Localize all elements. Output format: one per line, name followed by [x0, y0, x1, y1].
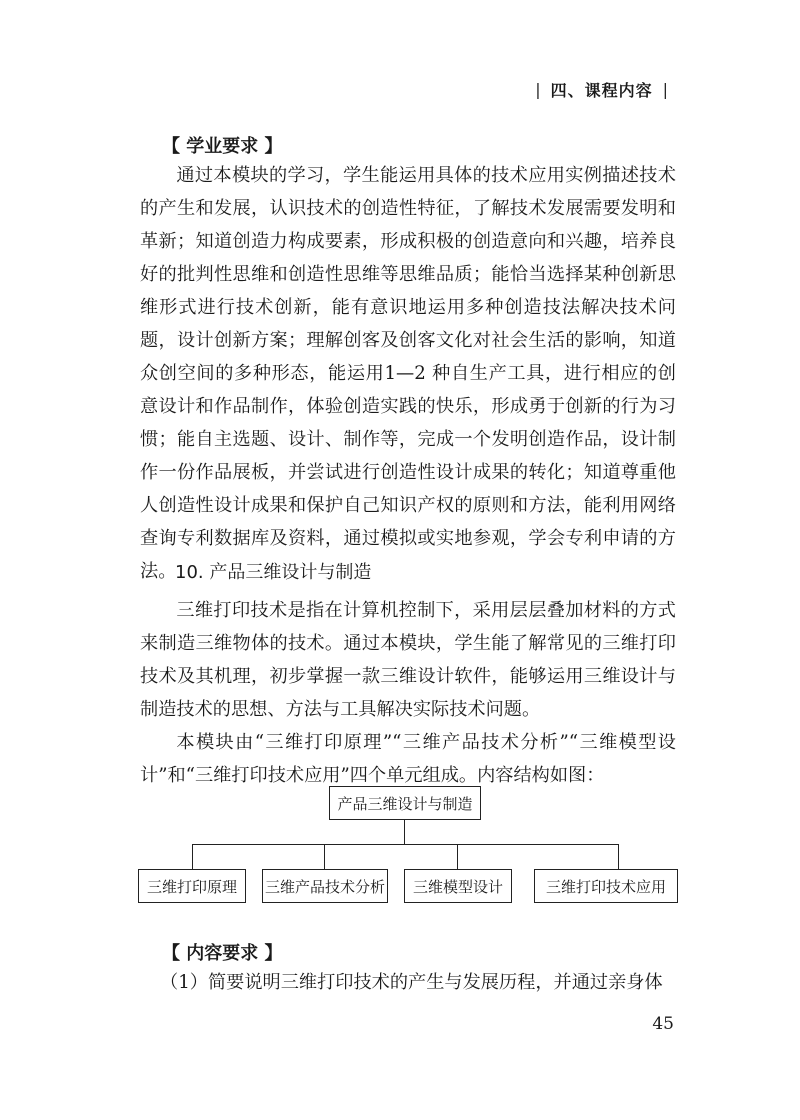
running-header [525, 78, 678, 101]
section-heading-content-requirements: 【 内容要求 】 [162, 943, 283, 964]
module-intro-paragraph: 三维打印技术是指在计算机控制下，采用层层叠加材料的方式来制造三维物体的技术。通过本模块，学生能了解常见的三维打印技术及其机理，初步掌握一款三维设计软件，能够运用三维设计与制造技术的思想、方法与工具解决实际技术问题。 [140, 600, 676, 720]
diagram-connector-vertical [404, 820, 405, 844]
diagram-child-node: 三维模型设计 [404, 869, 512, 903]
module-title: 10. 产品三维设计与制造 [175, 562, 372, 583]
diagram-connector-branch-2 [324, 844, 325, 869]
diagram-child-node: 三维打印技术应用 [534, 869, 678, 903]
academic-requirements-paragraph: 通过本模块的学习，学生能运用具体的技术应用实例描述技术的产生和发展，认识技术的创造性特征，了解技术发展需要发明和革新；知道创造力构成要素，形成积极的创造意向和兴趣，培养良好的批判性思维和创造性思维等思维品质；能恰当选择某种创新思维形式进行技术创新，能有意识地运用多种创造技法解决技术问题，设计创新方案；理解创客及创客文化对社会生活的影响，知道众创空间的多种形态，能运用1—2 种自生产工具，进行相应的创意设计和作品制作，体验创造实践的快乐，形成勇于创新的行为习惯；能自主选题、设计、制作等，完成一个发明创造作品，设计制作一份作品展板，并尝试进行创造性设计成果的转化；知道尊重他人创造性设计成果和保护自己知识产权的原则和方法，能利用网络查询专利数据库及资料，通过模拟或实地参观，学会专利申请的方法。 [140, 165, 676, 582]
diagram-child-node: 三维产品技术分析 [262, 869, 388, 903]
diagram-root-node: 产品三维设计与制造 [329, 786, 481, 820]
page-number: 45 [652, 1014, 674, 1034]
diagram-connector-horizontal [192, 844, 618, 845]
content-structure-diagram [138, 786, 678, 906]
header-title: 四、课程内容 [550, 81, 653, 100]
section-heading-academic-requirements: 【 学业要求 】 [162, 136, 283, 157]
diagram-child-node: 三维打印原理 [138, 869, 246, 903]
diagram-connector-branch-1 [192, 844, 193, 869]
diagram-connector-branch-3 [457, 844, 458, 869]
module-structure-paragraph: 本模块由“三维打印原理”“三维产品技术分析”“三维模型设计”和“三维打印技术应用”四个单元组成。内容结构如图： [140, 732, 676, 786]
content-requirement-item-1: （1）简要说明三维打印技术的产生与发展历程，并通过亲身体 [160, 972, 663, 993]
header-bar-right: | [662, 80, 668, 99]
diagram-connector-branch-4 [618, 844, 619, 869]
header-bar-left: | [535, 80, 541, 99]
